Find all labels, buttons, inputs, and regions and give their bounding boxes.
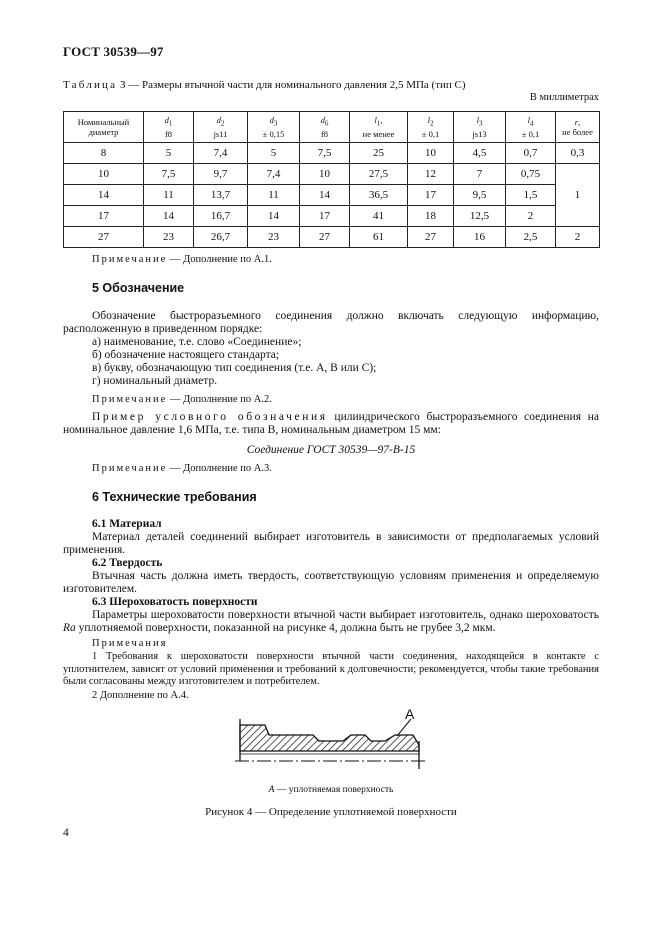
table-cell: 7	[454, 164, 506, 185]
table-cell: 9,7	[194, 164, 248, 185]
document-header: ГОСТ 30539—97	[63, 44, 164, 59]
table-cell: 11	[144, 185, 194, 206]
section-6-3-title: 6.3 Шероховатость поверхности	[92, 596, 258, 608]
table-cell: 2	[506, 206, 556, 227]
table-cell: 14	[64, 185, 144, 206]
note-2: Примечание — Дополнение по А.2.	[92, 394, 272, 405]
section-6-1-text: Материал деталей соединений выбирает изготовитель в зависимости от предполагаемых условий применения.	[63, 531, 599, 556]
note-3: Примечание — Дополнение по А.3.	[92, 463, 272, 474]
table-cell: 2	[556, 227, 600, 248]
table-cell: 7,4	[194, 143, 248, 164]
table-cell: 17	[408, 185, 454, 206]
example-designation: Соединение ГОСТ 30539—97-В-15	[246, 444, 416, 456]
header-d3: $d_3$ ± 0,15	[248, 112, 300, 143]
table-cell: 14	[248, 206, 300, 227]
table-cell: 0,75	[506, 164, 556, 185]
table-caption-label: Таблица	[63, 79, 118, 91]
example-designation-text: Пример условного обозначения цилиндрического быстроразъемного соединения на номинальное давление 1,6 МПа, т.е. типа В, номинальным диаметром 15 мм:	[63, 411, 599, 436]
list-item: б) обозначение настоящего стандарта;	[92, 349, 280, 361]
table-cell: 0,7	[506, 143, 556, 164]
notes-heading: Примечания	[92, 638, 168, 649]
table-cell: 27	[408, 227, 454, 248]
table-cell: 61	[350, 227, 408, 248]
section-6-2-text: Втычная часть должна иметь твердость, соответствующую условиям применения и определяемую изготовителем.	[63, 570, 599, 595]
table-cell: 16	[454, 227, 506, 248]
table-cell: 27	[300, 227, 350, 248]
section-6-1-title: 6.1 Материал	[92, 518, 162, 530]
note-1: Примечание — Дополнение по А.1.	[92, 254, 272, 265]
table-cell: 7,5	[300, 143, 350, 164]
note-item-1: 1 Требования к шероховатости поверхности втычной части соединения, находящейся в контакте с уплотнителем, зависят от условий применения и требований к долговечности; рекомендуется, чтобы такие требования были согласованы между изготовителем и потребителем.	[63, 651, 599, 687]
table-cell: 27	[64, 227, 144, 248]
table-row	[64, 143, 600, 164]
table-cell: 2,5	[506, 227, 556, 248]
section-6-title: 6 Технические требования	[92, 490, 257, 504]
note-item-2: 2 Дополнение по А.4.	[92, 690, 189, 701]
figure-marker-a: A	[405, 706, 415, 722]
section-5-intro: Обозначение быстроразъемного соединения должно включать следующую информацию, расположенную в приведенном порядке:	[63, 310, 599, 335]
table-cell: 4,5	[454, 143, 506, 164]
table-header-row	[64, 112, 600, 143]
table-cell: 27,5	[350, 164, 408, 185]
table-cell: 25	[350, 143, 408, 164]
table-cell: 36,5	[350, 185, 408, 206]
hatched-section	[240, 725, 419, 751]
figure-legend: А — уплотняемая поверхность	[268, 785, 394, 795]
table-cell: 0,3	[556, 143, 600, 164]
table-caption	[63, 79, 466, 91]
table-cell: 10	[300, 164, 350, 185]
header-d1: $d_1$ f8	[144, 112, 194, 143]
section-5-title: 5 Обозначение	[92, 281, 185, 295]
table-row	[64, 164, 600, 185]
table-cell: 17	[300, 206, 350, 227]
table-cell: 17	[64, 206, 144, 227]
table-row	[64, 227, 600, 248]
table-cell: 16,7	[194, 206, 248, 227]
header-l4: $l_4$ ± 0,1	[506, 112, 556, 143]
table-row	[64, 185, 600, 206]
header-l2: $l_2$ ± 0,1	[408, 112, 454, 143]
table-cell: 11	[248, 185, 300, 206]
table-units: В миллиметрах	[529, 92, 599, 103]
figure-4-drawing	[225, 705, 435, 775]
table-cell: 12	[408, 164, 454, 185]
list-item: а) наименование, т.е. слово «Соединение»;	[92, 336, 302, 348]
figure-caption: Рисунок 4 — Определение уплотняемой поверхности	[205, 806, 457, 818]
header-l1: $l_1$, не менее	[350, 112, 408, 143]
section-6-2-title: 6.2 Твердость	[92, 557, 163, 569]
dimensions-table	[63, 111, 600, 248]
header-d6: $d_6$ f8	[300, 112, 350, 143]
table-cell: 14	[300, 185, 350, 206]
table-cell: 26,7	[194, 227, 248, 248]
section-6-3-text: Параметры шероховатости поверхности втычной части выбирает изготовитель, однако шероховатость Ra уплотняемой поверхности, показанной на рисунке 4, должна быть не грубее 3,2 мкм.	[63, 609, 599, 634]
page-number: 4	[63, 827, 69, 839]
table-cell: 10	[408, 143, 454, 164]
table-cell: 18	[408, 206, 454, 227]
header-d2: $d_2$ js11	[194, 112, 248, 143]
header-nominal-diameter: Номинальный диаметр	[64, 112, 144, 143]
table-cell: 1,5	[506, 185, 556, 206]
table-cell: 13,7	[194, 185, 248, 206]
table-cell: 5	[144, 143, 194, 164]
table-cell: 41	[350, 206, 408, 227]
table-cell: 10	[64, 164, 144, 185]
table-cell: 14	[144, 206, 194, 227]
header-l3: $l_3$ js13	[454, 112, 506, 143]
table-cell: 23	[248, 227, 300, 248]
table-cell: 12,5	[454, 206, 506, 227]
table-row	[64, 206, 600, 227]
header-r: r, не более	[556, 112, 600, 143]
table-cell: 7,5	[144, 164, 194, 185]
table-cell: 8	[64, 143, 144, 164]
table-cell: 7,4	[248, 164, 300, 185]
table-cell: 9,5	[454, 185, 506, 206]
table-cell: 23	[144, 227, 194, 248]
list-item: в) букву, обозначающую тип соединения (т.е. А, В или С);	[92, 362, 377, 374]
table-caption-text: 3 — Размеры втычной части для номинального давления 2,5 МПа (тип С)	[117, 79, 466, 91]
table-cell: 5	[248, 143, 300, 164]
list-item: г) номинальный диаметр.	[92, 375, 218, 387]
table-cell-merged: 1	[556, 164, 600, 227]
